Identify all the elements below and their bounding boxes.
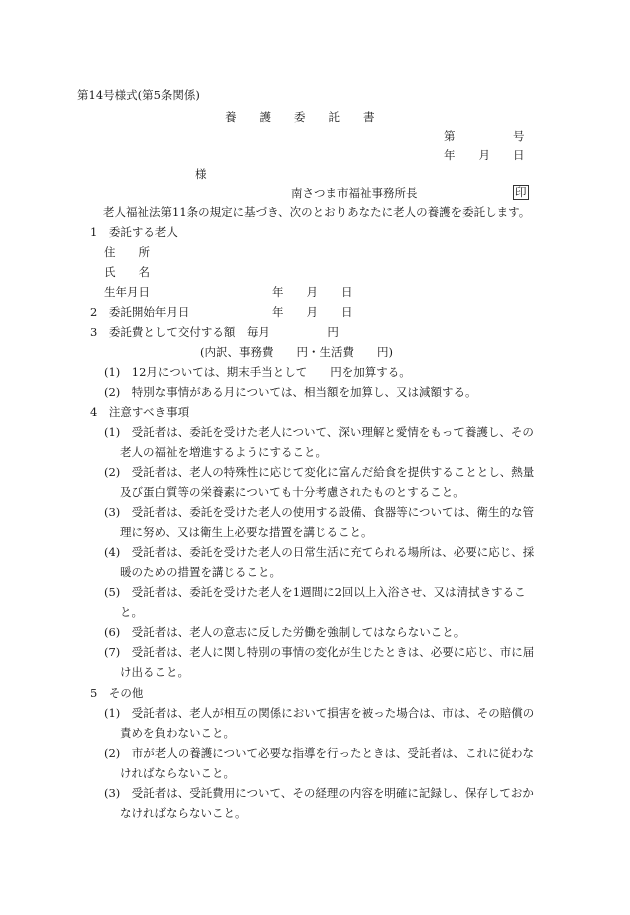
- section4-heading: 4 注意すべき事項: [90, 405, 190, 419]
- fee-breakdown: (内訳、事務費 円・生活費 円): [200, 345, 393, 359]
- section5-heading: 5 その他: [90, 686, 144, 700]
- section3-item2: (2) 特別な事情がある月については、相当額を加算し、又は減額する。: [104, 385, 477, 399]
- birth-date-value: 年 月 日: [272, 285, 353, 299]
- section1-heading: 1 委託する老人: [90, 225, 178, 239]
- birth-date-label: 生年月日: [104, 285, 150, 299]
- section4-item4-line2: 暖のための措置を講じること。: [120, 565, 281, 579]
- name-label: 氏 名: [104, 265, 150, 279]
- section4-item7-line1: (7) 受託者は、老人に関し特別の事情の変化が生じたときは、必要に応じ、市に届: [104, 645, 535, 659]
- issue-date: 年 月 日: [444, 148, 525, 162]
- section5-item3-line2: なければならないこと。: [120, 806, 247, 820]
- section4-item5-line2: と。: [120, 605, 143, 619]
- address-label: 住 所: [104, 245, 150, 259]
- seal-mark: 印: [515, 185, 527, 199]
- issuer-name: 南さつま市福祉事務所長: [291, 186, 418, 200]
- form-label: 第14号様式(第5条関係): [77, 88, 200, 102]
- section3-item1: (1) 12月については、期末手当として 円を加算する。: [104, 365, 411, 379]
- section4-item1-line2: 老人の福祉を増進するようにすること。: [120, 445, 327, 459]
- section4-item7-line2: け出ること。: [120, 665, 189, 679]
- section4-item4-line1: (4) 受託者は、委託を受けた老人の日常生活に充てられる場所は、必要に応じ、採: [104, 545, 535, 559]
- intro-paragraph: 老人福祉法第11条の規定に基づき、次のとおりあなたに老人の養護を委託します。: [103, 205, 531, 219]
- section4-item6: (6) 受託者は、老人の意志に反した労働を強制してはならないこと。: [104, 625, 466, 639]
- section4-item5-line1: (5) 受託者は、委託を受けた老人を1週間に2回以上入浴させ、又は清拭きするこ: [104, 585, 526, 599]
- section4-item2-line2: 及び蛋白質等の栄養素についても十分考慮されたものとすること。: [120, 485, 465, 499]
- section4-item1-line1: (1) 受託者は、委託を受けた老人について、深い理解と愛情をもって養護し、その: [104, 425, 534, 439]
- section4-item3-line1: (3) 受託者は、委託を受けた老人の使用する設備、食器等については、衛生的な管: [104, 505, 535, 519]
- section2-heading: 2 委託開始年月日: [90, 305, 190, 319]
- section5-item1-line1: (1) 受託者は、老人が相互の関係において損害を被った場合は、市は、その賠償の: [104, 706, 535, 720]
- addressee: 様: [195, 167, 207, 181]
- section4-item3-line2: 理に努め、又は衛生上必要な措置を講じること。: [120, 525, 373, 539]
- section3-heading: 3 委託費として交付する額 毎月 円: [90, 325, 339, 339]
- section5-item1-line2: 責めを負わないこと。: [120, 726, 235, 740]
- start-date-value: 年 月 日: [272, 305, 353, 319]
- document-number: 第 号: [444, 129, 525, 143]
- section4-item2-line1: (2) 受託者は、老人の特殊性に応じて変化に富んだ給食を提供することとし、熱量: [104, 465, 535, 479]
- section5-item3-line1: (3) 受託者は、受託費用について、その経理の内容を明確に記録し、保存しておか: [104, 786, 534, 800]
- document-title: 養 護 委 託 書: [225, 110, 375, 124]
- section5-item2-line1: (2) 市が老人の養護について必要な指導を行ったときは、受託者は、これに従わな: [104, 746, 535, 760]
- section5-item2-line2: ければならないこと。: [120, 766, 235, 780]
